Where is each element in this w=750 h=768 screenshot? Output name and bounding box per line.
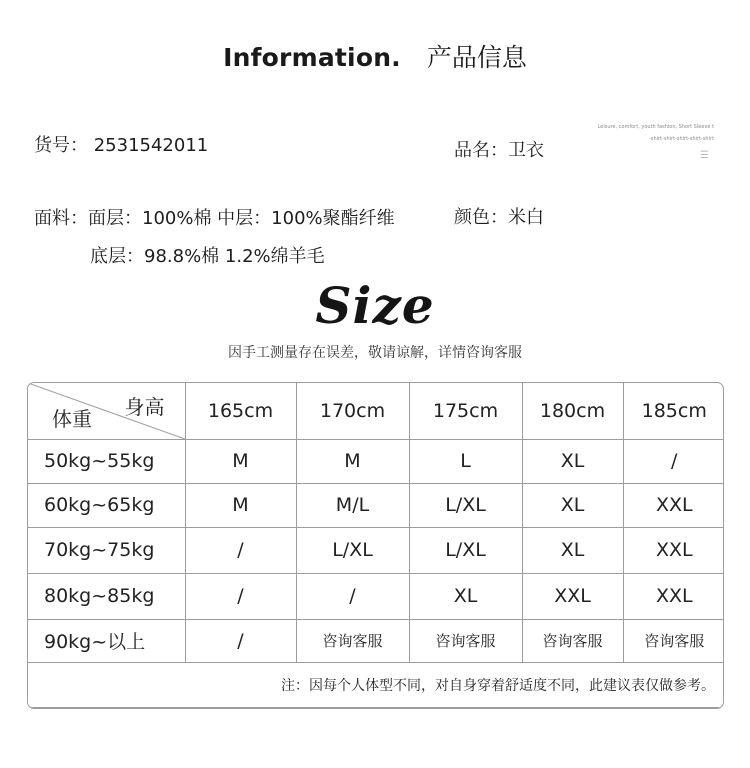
page-title	[0, 38, 750, 74]
tagline	[520, 121, 714, 145]
height-axis-label: 身高	[124, 395, 165, 419]
size-cell: XXL	[522, 573, 623, 619]
table-corner-cell	[28, 383, 185, 439]
material-line-1: 面料：面层：100%棉 中层：100%聚酯纤维	[34, 208, 395, 229]
size-cell: XXL	[623, 527, 724, 573]
size-cell: XL	[409, 573, 522, 619]
list-icon: ☰	[700, 150, 709, 161]
size-cell: M/L	[296, 483, 409, 527]
item-number: 货号： 2531542011	[34, 135, 209, 156]
table-header-row	[28, 383, 724, 439]
size-cell: L/XL	[296, 527, 409, 573]
size-cell: L	[409, 439, 522, 483]
size-cell: M	[296, 439, 409, 483]
tagline-line-1: Leisure, comfort, youth fashion, Short Sleeve t	[597, 124, 714, 130]
tagline-line-2: -shirt-shirt-shirt-shirt-shirt	[649, 136, 714, 142]
product-color: 颜色：米白	[454, 207, 544, 228]
size-heading: Size	[315, 276, 435, 335]
table-row	[28, 483, 724, 527]
height-header-185: 185cm	[623, 383, 724, 439]
table-row	[28, 619, 724, 662]
measurement-note: 因手工测量存在误差，敬请谅解，详情咨询客服	[228, 345, 522, 361]
table-row	[28, 439, 724, 483]
size-cell: XXL	[623, 483, 724, 527]
height-header-165: 165cm	[185, 383, 296, 439]
size-cell: 咨询客服	[522, 619, 623, 662]
size-cell: 咨询客服	[409, 619, 522, 662]
size-cell: XL	[522, 483, 623, 527]
weight-cell: 60kg~65kg	[28, 483, 185, 527]
height-header-170: 170cm	[296, 383, 409, 439]
size-cell: /	[296, 573, 409, 619]
material-line-2: 底层：98.8%棉 1.2%绵羊毛	[90, 246, 325, 267]
weight-cell: 90kg~以上	[28, 619, 185, 662]
size-cell: /	[623, 439, 724, 483]
weight-axis-label: 体重	[52, 406, 92, 431]
size-chart-table	[27, 382, 724, 709]
size-cell: L/XL	[409, 527, 522, 573]
size-cell: 咨询客服	[296, 619, 409, 662]
weight-cell: 70kg~75kg	[28, 527, 185, 573]
size-cell: /	[185, 573, 296, 619]
table-row	[28, 527, 724, 573]
size-cell: XL	[522, 527, 623, 573]
weight-cell: 80kg~85kg	[28, 573, 185, 619]
table-footnote-row	[28, 662, 724, 707]
height-header-180: 180cm	[522, 383, 623, 439]
size-cell: M	[185, 439, 296, 483]
weight-cell: 50kg~55kg	[28, 439, 185, 483]
size-cell: /	[185, 619, 296, 662]
height-header-175: 175cm	[409, 383, 522, 439]
table-footnote: 注：因每个人体型不同，对自身穿着舒适度不同，此建议表仅做参考。	[28, 662, 724, 707]
size-cell: XXL	[623, 573, 724, 619]
table-row	[28, 573, 724, 619]
size-cell: XL	[522, 439, 623, 483]
product-name: 品名：卫衣	[454, 140, 544, 161]
size-cell: M	[185, 483, 296, 527]
title-english: Information.	[223, 43, 401, 72]
size-cell: 咨询客服	[623, 619, 724, 662]
title-chinese: 产品信息	[426, 43, 527, 72]
size-cell: L/XL	[409, 483, 522, 527]
size-cell: /	[185, 527, 296, 573]
